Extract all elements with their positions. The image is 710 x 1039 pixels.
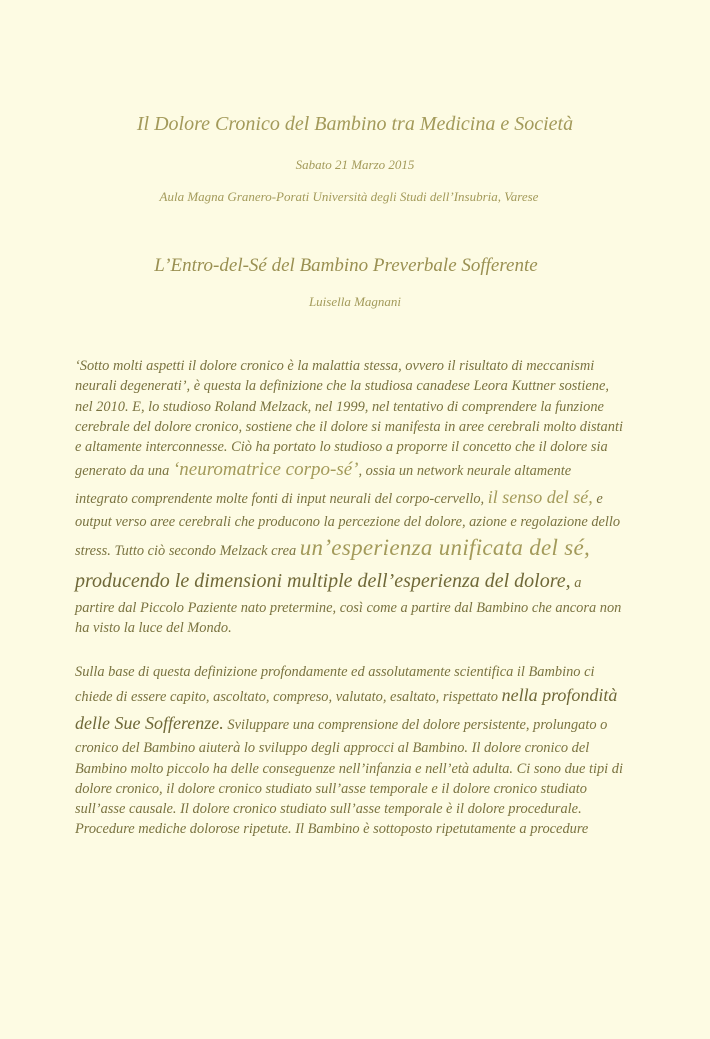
event-date: Sabato 21 Marzo 2015 (295, 157, 415, 172)
text-line: dolore cronico, il dolore cronico studiato sull’asse temporale e il dolore cronico studiato (75, 780, 588, 797)
highlight-multiple-dimensions: producendo le dimensioni multiple dell’esperienza del dolore, (75, 569, 571, 592)
text-line: sull’asse causale. Il dolore cronico studiato sull’asse temporale è il dolore procedurale. (75, 801, 582, 818)
text-run: , ossia un network neurale altamente (358, 463, 572, 480)
text-line: Sulla base di questa definizione profondamente ed assolutamente scientifica il Bambino ci (75, 664, 595, 680)
text-line: cerebrale del dolore cronico, sostiene che il dolore si manifesta in aree cerebrali molto distanti (75, 418, 623, 435)
text-run: a (570, 574, 582, 591)
text-line: cronico del Bambino aiuterà lo sviluppo degli approcci al Bambino. Il dolore cronico del (75, 740, 590, 757)
text-run: e (592, 491, 603, 508)
text-line: nel 2010. E, lo studioso Roland Melzack, nel 1999, nel tentativo di comprendere la funzione (75, 398, 604, 415)
article-title: L’Entro-del-Sé del Bambino Preverbale Sofferente (154, 255, 538, 276)
text-line: ‘Sotto molti aspetti il dolore cronico è la malattia stessa, ovvero il risultato di meccanismi (75, 358, 595, 374)
text-line: output verso aree cerebrali che producono la percezione del dolore, azione e regolazione dello (75, 514, 621, 531)
highlight-unified-experience: un’esperienza unificata del sé, (299, 534, 591, 560)
text-line (75, 566, 650, 598)
text-line: e altamente interconnesse. Ciò ha portato lo studioso a proporre il concetto che il dolore sia (75, 439, 608, 456)
paragraph-2 (75, 662, 650, 840)
text-line (75, 533, 650, 566)
text-line (75, 484, 650, 512)
paragraph-1 (75, 356, 650, 638)
text-line: Bambino molto piccolo ha delle conseguenze nell’infanzia e nell’età adulta. Ci sono due tipi di (75, 760, 623, 777)
text-line: Procedure mediche dolorose ripetute. Il Bambino è sottoposto ripetutamente a procedure (75, 821, 589, 838)
highlight-neuromatrix: ‘neuromatrice corpo-sé’ (172, 459, 359, 481)
text-line: partire dal Piccolo Paziente nato pretermine, così come a partire dal Bambino che ancora non (75, 599, 622, 616)
text-line (75, 457, 650, 484)
text-line (75, 682, 650, 710)
text-line (75, 710, 650, 738)
text-run: integrato comprendente molte fonti di input neurali del corpo-cervello, (75, 491, 488, 508)
text-run: generato da una (75, 463, 173, 480)
event-title: Il Dolore Cronico del Bambino tra Medicina e Società (136, 113, 574, 135)
text-run: chiede di essere capito, ascoltato, compreso, valutato, esaltato, rispettato (75, 689, 502, 706)
text-line: ha visto la luce del Mondo. (75, 620, 232, 637)
article-author: Luisella Magnani (308, 294, 402, 309)
text-line: neurali degenerati’, è questa la definizione che la studiosa canadese Leora Kuttner sostiene, (75, 378, 609, 395)
highlight-sense-of-self: il senso del sé, (487, 487, 593, 508)
text-run: Sviluppare una comprensione del dolore persistente, prolungato o (223, 717, 608, 734)
event-venue: Aula Magna Granero-Porati Università degli Studi dell’Insubria, Varese (159, 189, 539, 204)
text-run: stress. Tutto ciò secondo Melzack crea (75, 542, 300, 559)
highlight-depth: nella profondità (501, 685, 618, 706)
highlight-sufferings: delle Sue Sofferenze. (75, 713, 224, 734)
